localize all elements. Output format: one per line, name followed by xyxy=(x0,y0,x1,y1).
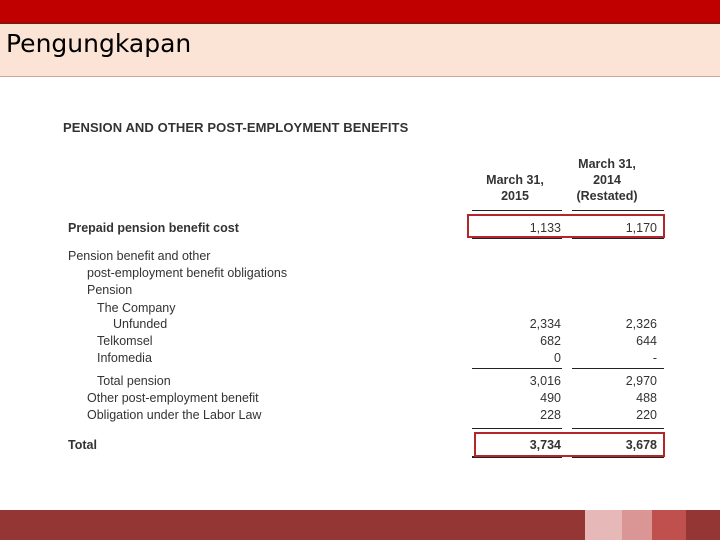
prepaid-rule-2014 xyxy=(572,238,664,239)
value-total-2014: 3,678 xyxy=(625,438,657,452)
column-header-2014-line1: March 31, xyxy=(578,157,636,171)
value-labor-law-2015: 228 xyxy=(540,408,561,422)
row-label-infomedia: Infomedia xyxy=(97,351,152,365)
row-label-other-post-employment: Other post-employment benefit xyxy=(87,391,259,405)
row-label-total: Total xyxy=(68,438,97,452)
footer-block-light xyxy=(585,510,622,540)
subtotal-rule-2015 xyxy=(472,368,562,369)
footer-block-accent xyxy=(652,510,686,540)
row-label-post-employment-obligations: post-employment benefit obligations xyxy=(87,266,288,280)
highlight-box-prepaid xyxy=(467,214,665,238)
column-header-2015-line3: 2015 xyxy=(501,189,529,203)
table-heading: PENSION AND OTHER POST-EMPLOYMENT BENEFITS xyxy=(63,120,409,135)
total-top-rule-2014 xyxy=(572,428,664,429)
value-infomedia-2015: 0 xyxy=(554,351,561,365)
footer-block-mid xyxy=(622,510,652,540)
row-label-telkomsel: Telkomsel xyxy=(97,334,153,348)
total-top-rule-2015 xyxy=(472,428,562,429)
slide-title: Pengungkapan xyxy=(6,29,192,58)
value-prepaid-2015: 1,133 xyxy=(529,221,561,235)
header-rule-2014 xyxy=(572,210,664,211)
value-total-2015: 3,734 xyxy=(529,438,561,452)
value-other-post-employment-2014: 488 xyxy=(636,391,657,405)
value-other-post-employment-2015: 490 xyxy=(540,391,561,405)
value-prepaid-2014: 1,170 xyxy=(625,221,657,235)
prepaid-rule-2015 xyxy=(472,238,562,239)
column-header-2014 xyxy=(552,156,662,204)
row-label-the-company: The Company xyxy=(97,301,176,315)
row-label-unfunded: Unfunded xyxy=(113,317,168,331)
highlight-box-total xyxy=(474,432,665,457)
value-telkomsel-2015: 682 xyxy=(540,334,561,348)
footer-block-dark xyxy=(686,510,720,540)
value-infomedia-2014: - xyxy=(652,351,657,365)
footer-bar xyxy=(0,510,585,540)
column-header-2015-line2: March 31, xyxy=(486,173,544,187)
row-label-labor-law-obligation: Obligation under the Labor Law xyxy=(87,408,262,422)
row-label-prepaid-pension: Prepaid pension benefit cost xyxy=(68,221,239,235)
column-header-2014-line3: (Restated) xyxy=(576,189,638,203)
column-header-2014-line2: 2014 xyxy=(593,173,621,187)
value-unfunded-2015: 2,334 xyxy=(529,317,561,331)
value-labor-law-2014: 220 xyxy=(636,408,657,422)
value-total-pension-2014: 2,970 xyxy=(625,374,657,388)
row-label-total-pension: Total pension xyxy=(97,374,171,388)
value-total-pension-2015: 3,016 xyxy=(529,374,561,388)
value-unfunded-2014: 2,326 xyxy=(625,317,657,331)
row-label-pension: Pension xyxy=(87,283,133,297)
value-telkomsel-2014: 644 xyxy=(636,334,657,348)
header-rule-2015 xyxy=(472,210,562,211)
subtotal-rule-2014 xyxy=(572,368,664,369)
row-label-pension-benefit: Pension benefit and other xyxy=(68,249,211,263)
